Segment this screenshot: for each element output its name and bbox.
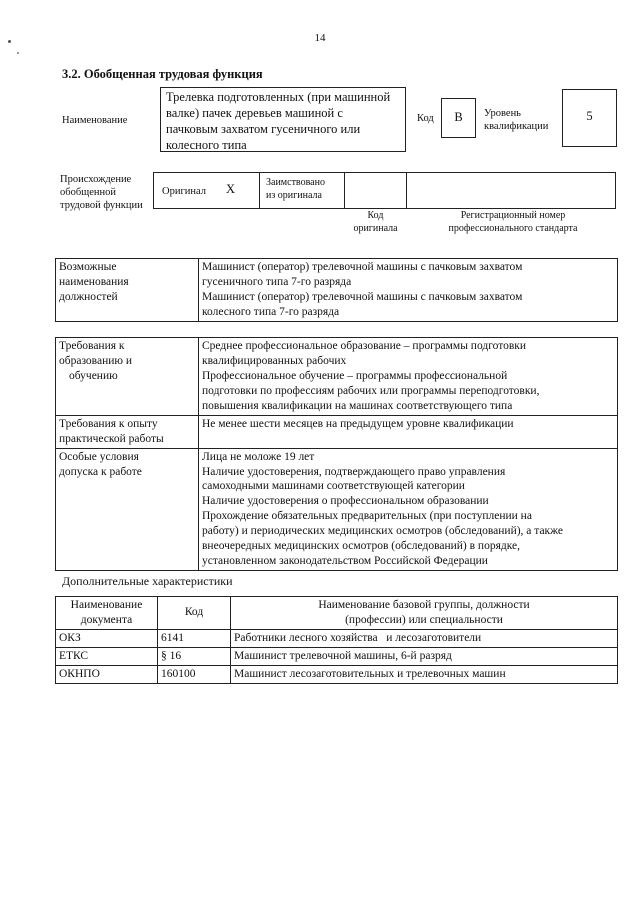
header-group: Наименование базовой группы, должности (профессии) или специальности (231, 597, 618, 630)
special-conditions-label: Особые условия допуска к работе (56, 448, 199, 571)
code-original-caption: Код оригинала (353, 210, 398, 234)
row-code: 160100 (158, 665, 231, 683)
table-row (56, 665, 618, 683)
row-name: Машинист лесозаготовительных и трелевочных машин (231, 665, 618, 683)
level-label: Уровень квалификации (484, 108, 549, 133)
row-name: Машинист трелевочной машины, 6-й разряд (231, 647, 618, 665)
code-value: B (454, 110, 463, 124)
borrowed-cell (259, 172, 345, 209)
origin-label: Происхождение обобщенной трудовой функции (60, 174, 143, 212)
additional-table (55, 596, 618, 684)
row-code: § 16 (158, 647, 231, 665)
experience-value: Не менее шести месяцев на предыдущем уровне квалификации (199, 415, 618, 448)
special-conditions-value: Лица не моложе 19 лет Наличие удостоверения, подтверждающего право управления самоходными машинами соответствующей категории Наличие удостоверения о профессиональном образовании Прохождение обязательных предварительных (при поступлении на работу) и периодических медицинских осмотров (обследований), а также внеочередных медицинских осмотров (обследований) в порядке, установленном законодательством Российской Федерации (199, 448, 618, 571)
positions-table (55, 258, 618, 322)
header-doc: Наименование документа (56, 597, 158, 630)
row-name: Работники лесного хозяйства и лесозаготовители (231, 629, 618, 647)
experience-label: Требования к опыту практической работы (56, 415, 199, 448)
positions-value: Машинист (оператор) трелевочной машины с пачковым захватом гусеничного типа 7-го разряда Машинист (оператор) трелевочной машины с пачковым захватом колесного типа 7-го разряда (199, 259, 618, 322)
positions-label: Возможные наименования должностей (56, 259, 199, 322)
table-row (56, 448, 618, 571)
code-original-cell (344, 172, 407, 209)
borrowed-label: Заимствовано из оригинала (266, 177, 325, 201)
function-name: Трелевка подготовленных (при машинной валке) пачек деревьев машиной с пачковым захватом гусеничного или колесного типа (166, 90, 391, 152)
education-label: Требования к образованию и обучению (56, 338, 199, 416)
level-value: 5 (586, 109, 593, 123)
additional-title: Дополнительные характеристики (62, 574, 233, 588)
requirements-table (55, 337, 618, 571)
reg-number-caption: Регистрационный номер профессионального стандарта (448, 210, 578, 234)
original-mark: X (226, 182, 236, 196)
table-header-row (56, 597, 618, 630)
header-code: Код (158, 597, 231, 630)
row-doc: ОКЗ (56, 629, 158, 647)
table-row (56, 647, 618, 665)
row-doc: ЕТКС (56, 647, 158, 665)
code-label: Код (417, 113, 434, 124)
name-label: Наименование (62, 115, 128, 126)
scan-speck (17, 52, 19, 54)
table-row (56, 338, 618, 416)
function-name-box (160, 87, 406, 152)
page-number: 14 (314, 32, 326, 44)
scan-speck (8, 40, 11, 43)
original-label: Оригинал (162, 186, 206, 197)
level-box (562, 89, 617, 147)
original-cell (153, 172, 260, 209)
education-value: Среднее профессиональное образование – программы подготовки квалифицированных рабочих Профессиональное обучение – программы профессиональной подготовки по профессиям рабочих или программы переподготовки, повышения квалификации на машинах соответствующего типа (199, 338, 618, 416)
row-doc: ОКНПО (56, 665, 158, 683)
row-code: 6141 (158, 629, 231, 647)
table-row (56, 415, 618, 448)
section-title: 3.2. Обобщенная трудовая функция (62, 67, 263, 81)
reg-number-cell (406, 172, 616, 209)
code-box (441, 98, 476, 138)
table-row (56, 259, 618, 322)
table-row (56, 629, 618, 647)
